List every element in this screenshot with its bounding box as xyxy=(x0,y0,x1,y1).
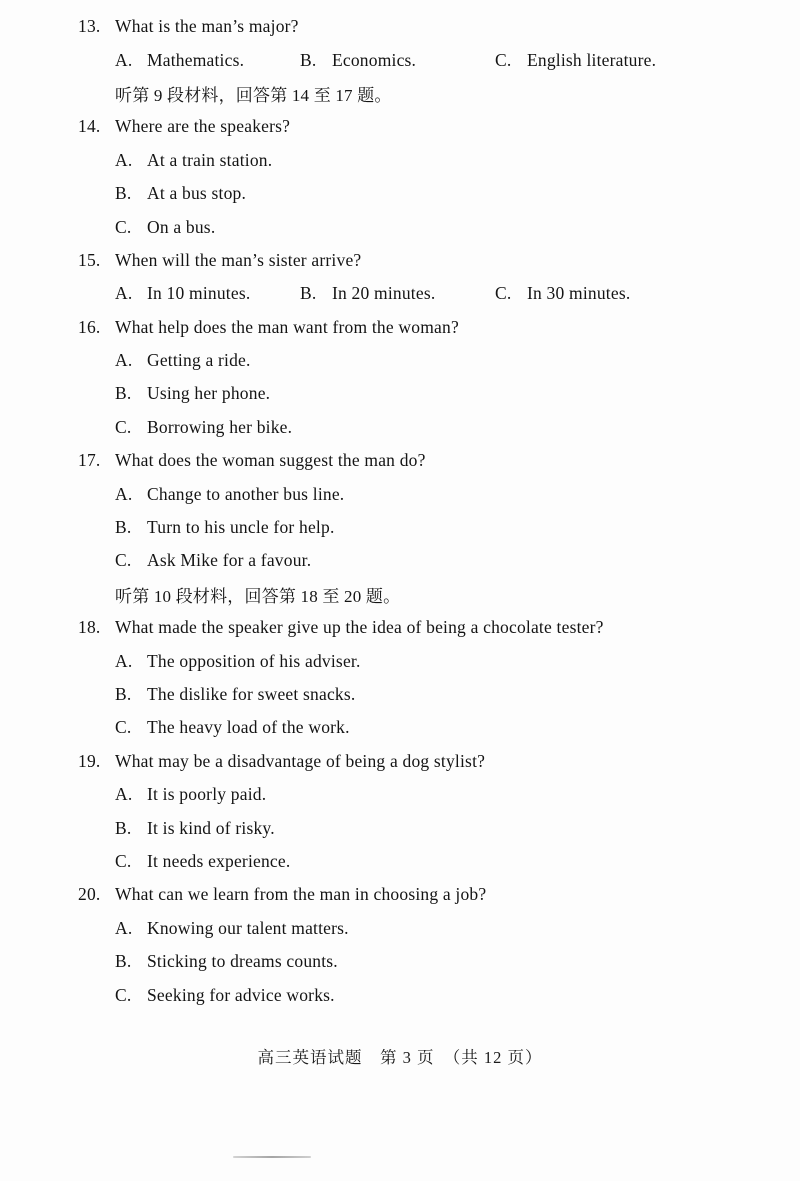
question-14 xyxy=(0,110,800,143)
option-label: A. xyxy=(115,149,133,170)
question-13-option-a xyxy=(115,43,244,76)
option-label: B. xyxy=(115,383,132,404)
material-note-10: 听第 10 段材料，回答第 18 至 20 题。 xyxy=(115,586,401,606)
question-20-number: 20. xyxy=(78,884,101,905)
question-15-options xyxy=(0,277,800,310)
question-18-text: What made the speaker give up the idea of being a chocolate tester? xyxy=(115,617,604,638)
question-15-number: 15. xyxy=(78,249,101,270)
question-17-number: 17. xyxy=(78,450,101,471)
option-text: At a train station. xyxy=(147,149,273,170)
question-13-option-b xyxy=(300,43,416,76)
question-16 xyxy=(0,311,800,344)
question-20-option-c xyxy=(0,978,800,1011)
option-text: In 20 minutes. xyxy=(332,283,436,304)
question-14-option-a xyxy=(0,144,800,177)
option-text: English literature. xyxy=(527,49,657,70)
option-text: The heavy load of the work. xyxy=(147,717,350,738)
option-label: C. xyxy=(115,550,132,571)
option-text: Using her phone. xyxy=(147,383,271,404)
option-text: Ask Mike for a favour. xyxy=(147,550,312,571)
option-label: C. xyxy=(115,850,132,871)
question-15-option-b xyxy=(300,277,435,310)
question-18-option-a xyxy=(0,644,800,677)
option-label: C. xyxy=(115,216,132,237)
option-label: C. xyxy=(495,49,512,70)
option-text: The dislike for sweet snacks. xyxy=(147,684,356,704)
question-18-number: 18. xyxy=(78,617,101,638)
question-16-number: 16. xyxy=(78,316,101,337)
question-19-text: What may be a disadvantage of being a dog stylist? xyxy=(115,750,486,771)
option-label: A. xyxy=(115,483,133,504)
option-text: Seeking for advice works. xyxy=(147,984,335,1005)
question-17-option-c xyxy=(0,544,800,577)
option-text: In 10 minutes. xyxy=(147,283,251,304)
option-text: Borrowing her bike. xyxy=(147,416,293,437)
question-18-option-c xyxy=(0,711,800,744)
option-text: Turn to his uncle for help. xyxy=(147,517,335,538)
question-14-text: Where are the speakers? xyxy=(115,116,291,137)
option-label: A. xyxy=(115,784,133,805)
option-label: B. xyxy=(115,517,132,538)
option-label: C. xyxy=(115,416,132,437)
question-14-number: 14. xyxy=(78,116,101,137)
question-13-option-c xyxy=(495,43,656,76)
option-text: It is poorly paid. xyxy=(147,784,267,805)
page-footer: 高三英语试题 第 3 页 （共 12 页） xyxy=(257,1048,543,1067)
question-14-option-c xyxy=(0,210,800,243)
question-15 xyxy=(0,244,800,277)
question-19-option-b xyxy=(0,811,800,844)
option-text: It needs experience. xyxy=(147,850,291,871)
option-text: Mathematics. xyxy=(147,49,245,70)
option-label: C. xyxy=(115,717,132,738)
question-13-options xyxy=(0,43,800,76)
question-20-text: What can we learn from the man in choosing a job? xyxy=(115,884,487,905)
option-label: A. xyxy=(115,350,133,371)
option-text: Economics. xyxy=(332,49,417,70)
option-text: Knowing our talent matters. xyxy=(147,917,349,938)
question-15-option-a xyxy=(115,277,250,310)
question-20-option-b xyxy=(0,945,800,978)
question-20-option-a xyxy=(0,912,800,945)
question-14-option-b xyxy=(0,177,800,210)
question-13-number: 13. xyxy=(78,16,101,37)
option-text: At a bus stop. xyxy=(147,183,247,204)
option-label: B. xyxy=(300,283,317,304)
option-label: A. xyxy=(115,650,133,671)
question-15-text: When will the man’s sister arrive? xyxy=(115,249,362,270)
question-16-option-c xyxy=(0,411,800,444)
question-13-text: What is the man’s major? xyxy=(115,16,299,37)
question-19 xyxy=(0,745,800,778)
question-17-option-a xyxy=(0,477,800,510)
question-17-text: What does the woman suggest the man do? xyxy=(115,450,426,471)
option-label: B. xyxy=(115,684,132,704)
question-19-option-c xyxy=(0,845,800,878)
option-text: The opposition of his adviser. xyxy=(147,650,361,671)
question-16-text: What help does the man want from the woman? xyxy=(115,316,459,337)
question-20 xyxy=(0,878,800,911)
question-15-option-c xyxy=(495,277,630,310)
question-17-option-b xyxy=(0,511,800,544)
option-label: C. xyxy=(495,283,512,304)
option-text: Sticking to dreams counts. xyxy=(147,951,338,972)
question-16-option-b xyxy=(0,377,800,410)
question-19-number: 19. xyxy=(78,750,101,771)
question-18-option-b xyxy=(0,678,800,711)
option-label: C. xyxy=(115,984,132,1005)
question-16-option-a xyxy=(0,344,800,377)
option-text: Getting a ride. xyxy=(147,350,251,371)
option-text: In 30 minutes. xyxy=(527,283,631,304)
exam-content xyxy=(0,10,800,1012)
option-label: A. xyxy=(115,49,133,70)
option-label: B. xyxy=(115,183,132,204)
material-note-9: 听第 9 段材料，回答第 14 至 17 题。 xyxy=(115,85,392,105)
scan-artifact-line xyxy=(233,1156,311,1158)
question-17 xyxy=(0,444,800,477)
option-label: B. xyxy=(115,817,132,838)
question-18 xyxy=(0,611,800,644)
question-13 xyxy=(0,10,800,43)
option-label: A. xyxy=(115,283,133,304)
option-label: B. xyxy=(115,951,132,972)
option-label: A. xyxy=(115,917,133,938)
question-19-option-a xyxy=(0,778,800,811)
option-text: It is kind of risky. xyxy=(147,817,275,838)
option-text: On a bus. xyxy=(147,216,216,237)
option-label: B. xyxy=(300,49,317,70)
option-text: Change to another bus line. xyxy=(147,483,345,504)
